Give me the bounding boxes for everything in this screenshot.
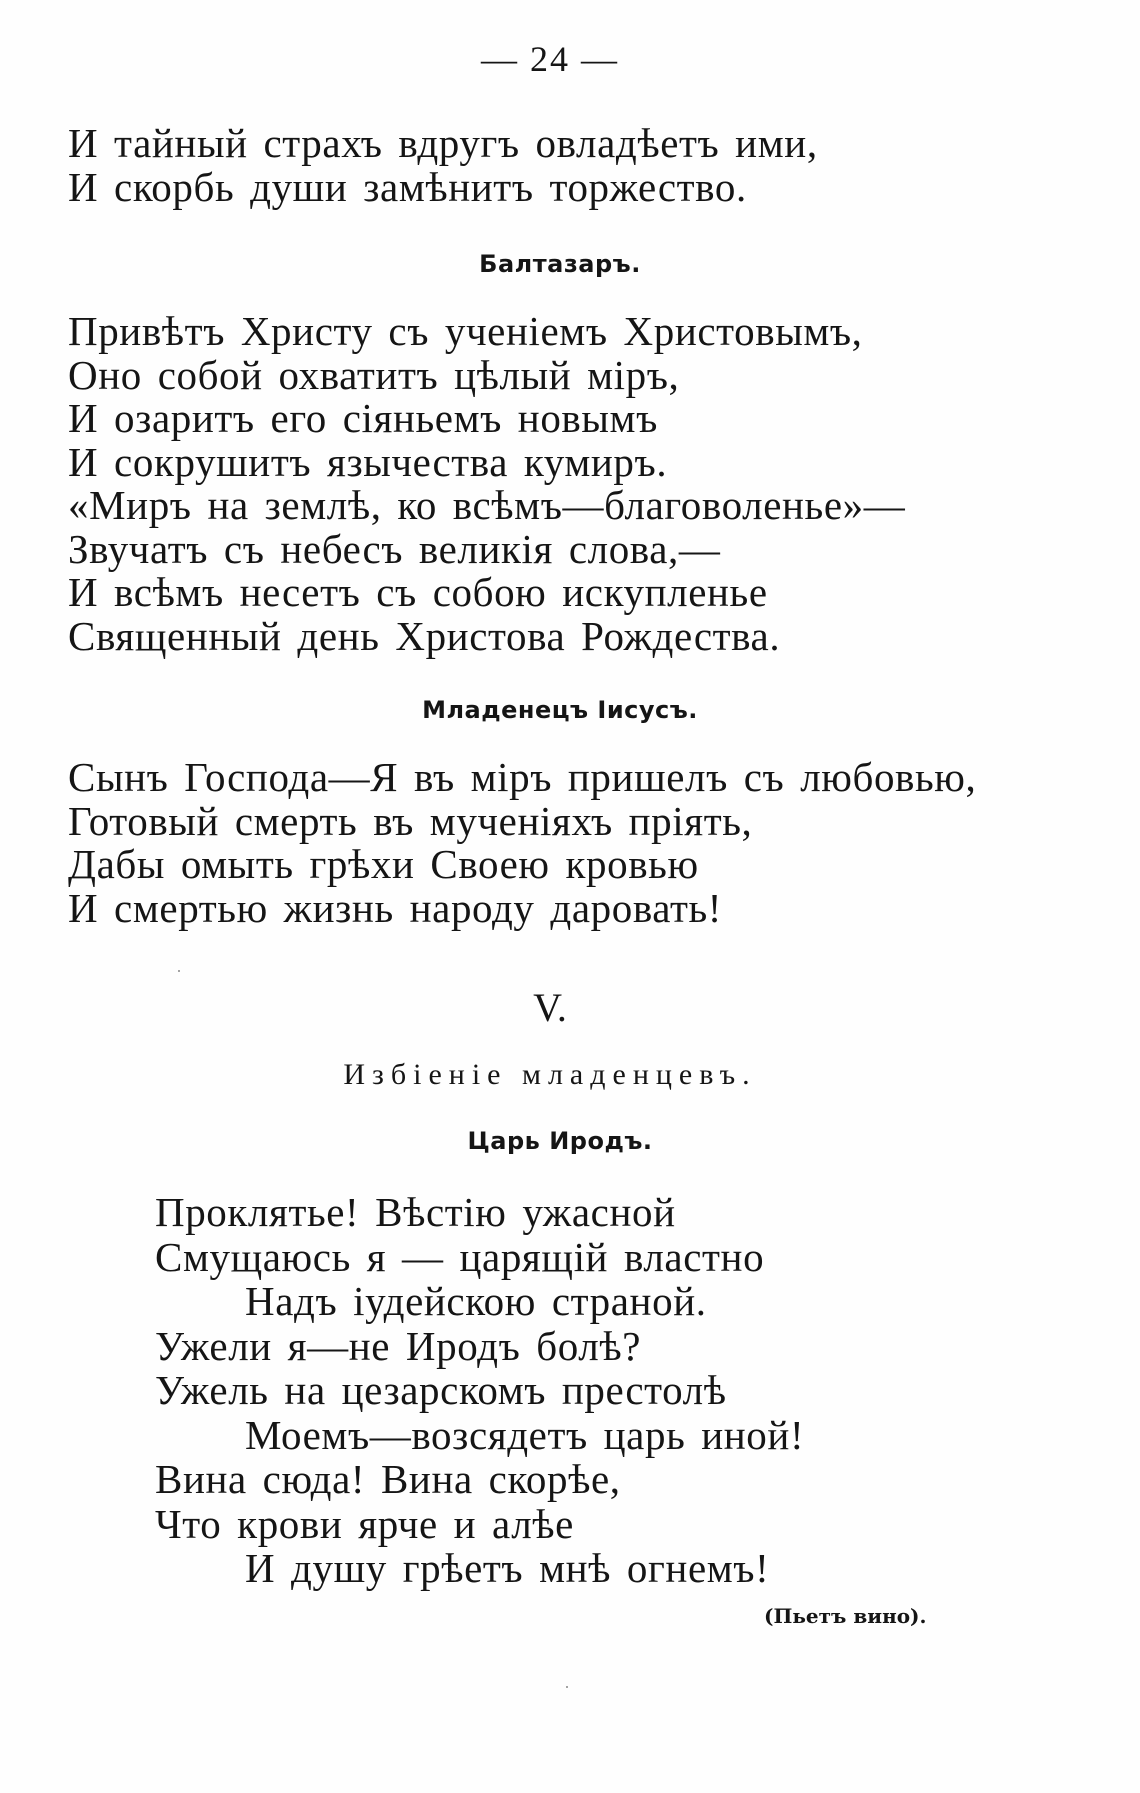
verse-line: «Миръ на землѣ, ко всѣмъ—благоволенье»— xyxy=(68,482,906,528)
paper-speck xyxy=(178,970,180,972)
verse-stanza-2 xyxy=(68,310,905,658)
verse-line: Смущаюсь я — царящій властно xyxy=(155,1233,765,1280)
verse-stanza-1 xyxy=(68,122,818,209)
verse-line: Привѣтъ Христу съ ученіемъ Христовымъ, xyxy=(68,308,863,354)
verse-line: Звучатъ съ небесъ великія слова,— xyxy=(68,525,721,572)
verse-line: И озаритъ его сіяньемъ новымъ xyxy=(68,395,658,441)
verse-line: И скорбь души замѣнитъ торжество. xyxy=(68,163,747,210)
verse-line: Ужель на цезарскомъ престолѣ xyxy=(155,1367,727,1413)
verse-stanza-4 xyxy=(155,1190,804,1591)
speaker-name-infant-jesus: Младенецъ Іисусъ. xyxy=(422,696,698,724)
verse-stanza-3 xyxy=(68,756,976,930)
section-numeral: V. xyxy=(533,985,567,1030)
verse-line: Дабы омыть грѣхи Своею кровью xyxy=(68,841,699,887)
verse-line: И всѣмъ несетъ съ собою искупленье xyxy=(68,569,768,615)
verse-line: Моемъ—возсядетъ царь иной! xyxy=(245,1411,805,1458)
section-title: Избіеніе младенцевъ. xyxy=(343,1058,757,1091)
speaker-name-king-herod: Царь Иродъ. xyxy=(467,1127,653,1155)
verse-line: Оно собой охватитъ цѣлый міръ, xyxy=(68,351,680,398)
page-number: — 24 — xyxy=(481,39,619,79)
verse-line: Надъ іудейскою страной. xyxy=(245,1278,707,1324)
verse-line: И душу грѣетъ мнѣ огнемъ! xyxy=(245,1545,770,1591)
stage-direction: (Пьетъ вино). xyxy=(764,1604,927,1628)
speaker-name-balthazar: Балтазаръ. xyxy=(479,250,641,278)
verse-line: Ужели я—не Иродъ болѣ? xyxy=(155,1322,641,1369)
verse-line: Священный день Христова Рождества. xyxy=(68,612,781,659)
verse-line: И смертью жизнь народу даровать! xyxy=(68,884,723,931)
verse-line: Готовый смерть въ мученіяхъ пріять, xyxy=(68,797,753,844)
verse-line: Что крови ярче и алѣе xyxy=(155,1500,574,1547)
paper-speck xyxy=(566,1686,568,1688)
verse-line: Проклятье! Вѣстію ужасной xyxy=(155,1189,676,1235)
verse-line: И тайный страхъ вдругъ овладѣетъ ими, xyxy=(68,120,818,166)
verse-line: Вина сюда! Вина скорѣе, xyxy=(155,1456,621,1502)
verse-line: И сокрушитъ язычества кумиръ. xyxy=(68,438,668,485)
verse-line: Сынъ Господа—Я въ міръ пришелъ съ любовью, xyxy=(68,754,977,800)
